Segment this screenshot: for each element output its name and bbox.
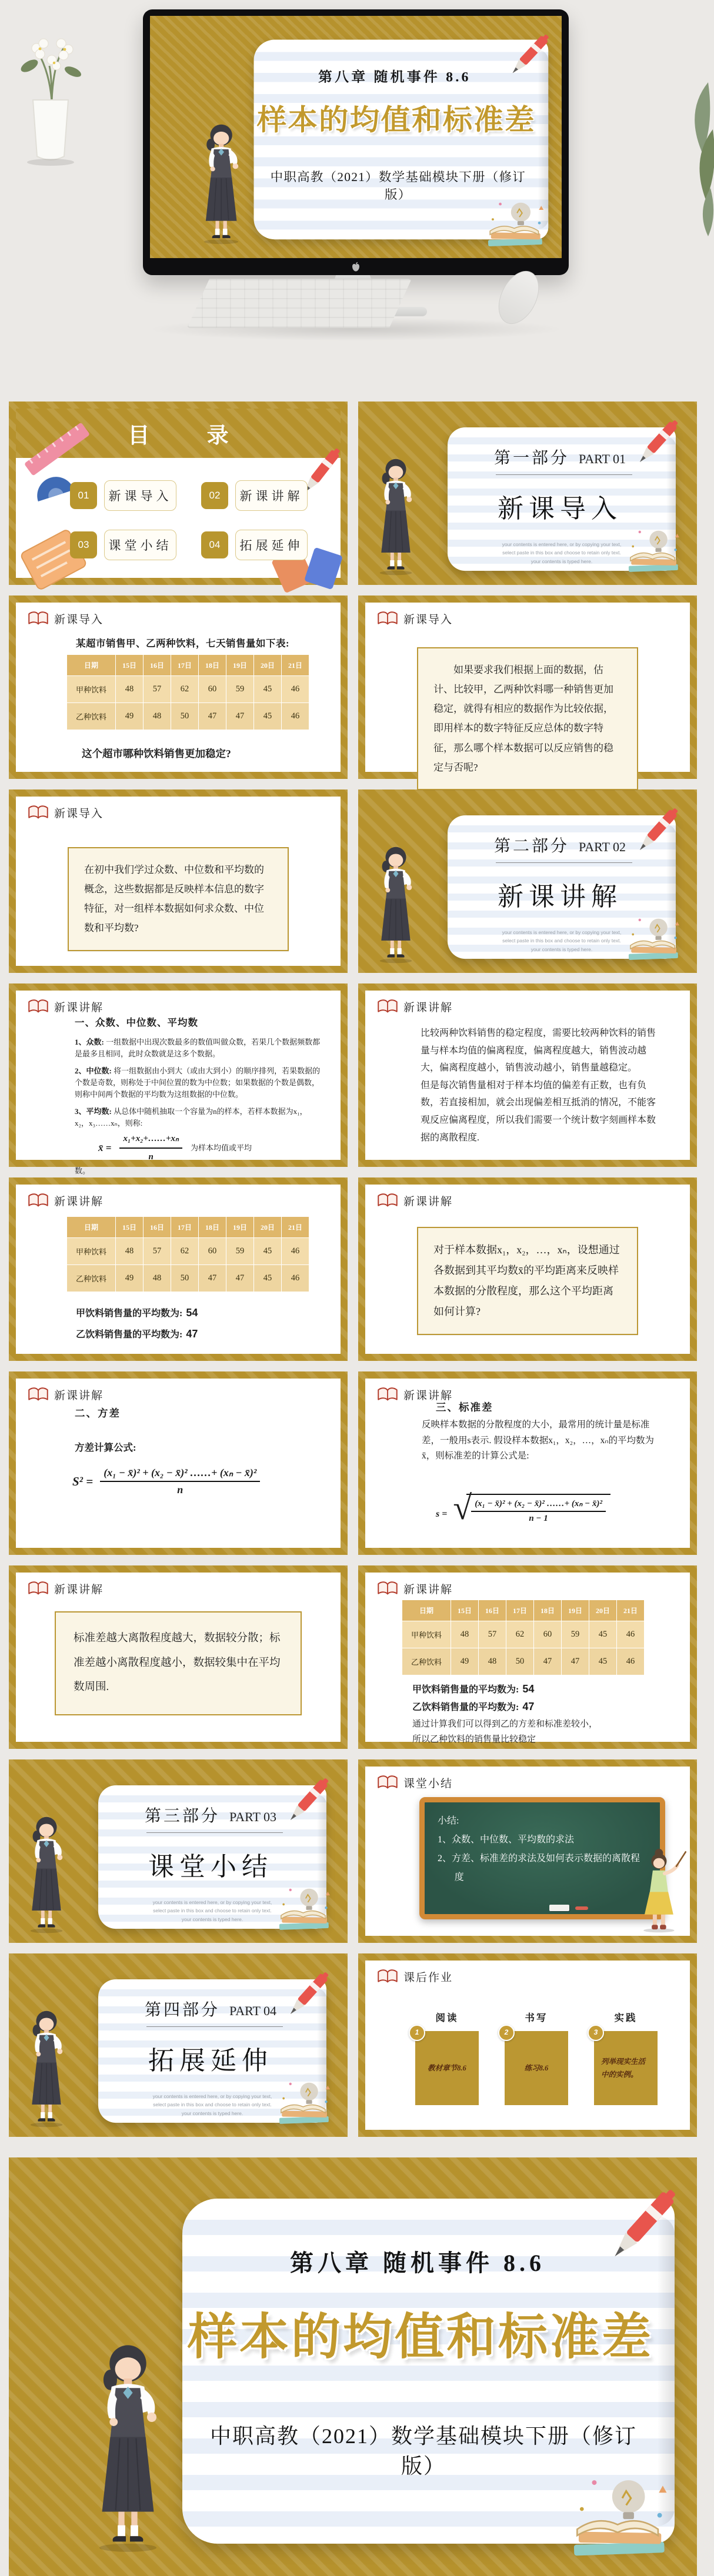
homework-item-3 xyxy=(594,2010,658,2105)
highlight-box: 对于样本数据x₁，x₂，…，xₙ，设想通过各数据到其平均数x̄的平均距离来反映样本数据的分散程度，那么这个平均距离如何计算? xyxy=(417,1227,638,1335)
table-header-cell: 16日 xyxy=(144,655,171,675)
slide-section-title: 课后作业 xyxy=(403,1972,453,1984)
definitions-heading: 一、众数、中位数、平均数 xyxy=(75,1017,198,1028)
slide-section-title: 新课讲解 xyxy=(54,1196,104,1208)
lead-text: 某超市销售甲、乙两种饮料，七天销售量如下表: xyxy=(76,638,289,649)
slide-thumbnail-part-1[interactable] xyxy=(358,402,697,585)
divider-line xyxy=(146,1832,283,1833)
mean-formula: x̄ = $\frac{\text{x₁+x₂+……+xₙ}}{n}$ 为样本均值或平均 xyxy=(98,1132,321,1165)
mean-line-b: 乙饮料销售量的平均数为: 47 xyxy=(76,1328,198,1340)
slide-thumbnail-definitions[interactable] xyxy=(9,983,348,1176)
student-character xyxy=(192,119,251,245)
cover-slide-on-screen xyxy=(150,16,562,258)
toc-item-1[interactable] xyxy=(70,480,176,511)
definition-mean: 3、平均数: 从总体中随机抽取一个容量为n的样本，若样本数据为x₁，x₂，x₃……xₙ，则称: xyxy=(75,1107,308,1128)
part-title: 新课导入 xyxy=(498,494,622,523)
table-row-label: 乙种饮料 xyxy=(67,1265,115,1292)
conclusion-text: 通过计算我们可以得到乙的方差和标准差较小， 所以乙种饮料的销售量比较稳定 xyxy=(412,1719,598,1744)
paragraph-2: 但是每次销售量相对于样本均值的偏差有正数，也有负数，若直接相加，就会出现偏差相互抵消的情况，不能客观反应偏离程度，所以我们需要一个统计数字刻画样本数据的离散程度. xyxy=(421,1080,656,1143)
homework-items xyxy=(401,2010,672,2105)
table-value-cell: 62 xyxy=(171,676,198,702)
table-value-cell: 47 xyxy=(226,703,253,730)
placeholder-text: your contents is entered here, or by copying your text, select paste in this box and choose to retain only text. your contents is typed here. xyxy=(152,1899,272,1922)
mean-line-b: 乙饮料销售量的平均数为: 47 xyxy=(412,1701,535,1712)
homework-item-number: 3 xyxy=(588,2025,604,2041)
table-header-cell: 15日 xyxy=(116,655,143,675)
table-header-cell: 19日 xyxy=(562,1600,589,1621)
table-header-cell: 20日 xyxy=(254,655,281,675)
table-header-cell: 21日 xyxy=(282,1217,309,1237)
toc-items xyxy=(70,480,308,560)
table-header-cell: 17日 xyxy=(506,1600,533,1621)
table-value-cell: 48 xyxy=(116,676,143,702)
table-row-label: 甲种饮料 xyxy=(67,1238,115,1264)
table-row-label: 乙种饮料 xyxy=(67,703,115,730)
open-book-icon xyxy=(377,1775,398,1791)
table-header-cell: 日期 xyxy=(402,1600,451,1621)
divider-line xyxy=(496,474,632,475)
slide-section-title: 新课讲解 xyxy=(54,1002,104,1014)
cover-subtitle: 中职高教（2021）数学基础模块下册（修订版） xyxy=(209,2424,637,2478)
placeholder-text: your contents is entered here, or by copying your text, select paste in this box and choose to retain only text. your contents is typed here. xyxy=(152,2093,272,2116)
toc-item-label: 课堂小结 xyxy=(104,530,176,560)
table-header-cell: 17日 xyxy=(171,655,198,675)
toc-item-label: 拓展延伸 xyxy=(235,530,308,560)
keyboard xyxy=(187,279,412,328)
homework-item-body: 练习8.6 xyxy=(524,2063,549,2072)
table-value-cell: 45 xyxy=(589,1621,616,1648)
variance-formula: S² = $\frac{\text{(x₁ − x̄)² + (x₂ − x̄)² ……+ (xₙ − x̄)²}}{n}$ xyxy=(72,1467,260,1496)
homework-item-title: 实践 xyxy=(614,2012,638,2023)
open-book-icon xyxy=(28,1581,49,1597)
plant-leaves-decoration xyxy=(667,76,714,241)
open-book-icon xyxy=(377,611,398,627)
open-book-icon xyxy=(377,1581,398,1597)
table-value-cell: 50 xyxy=(171,1265,198,1292)
table-header-cell: 17日 xyxy=(171,1217,198,1237)
table-value-cell: 59 xyxy=(562,1621,589,1648)
open-book-icon xyxy=(28,611,49,627)
table-header-cell: 20日 xyxy=(589,1600,616,1621)
open-book-icon xyxy=(377,1193,398,1209)
table-header-cell: 21日 xyxy=(282,655,309,675)
student-character xyxy=(19,2005,74,2127)
toc-item-label: 新课讲解 xyxy=(235,480,308,511)
placeholder-text: your contents is entered here, or by copying your text, select paste in this box and choose to retain only text. your contents is typed here. xyxy=(502,541,622,564)
placeholder-text: your contents is entered here, or by copying your text, select paste in this box and choose to retain only text. your contents is typed here. xyxy=(502,929,622,952)
cover-chapter: 第八章 随机事件 8.6 xyxy=(318,69,471,85)
table-value-cell: 48 xyxy=(116,1238,143,1264)
slide-thumbnail-summary[interactable] xyxy=(358,1759,697,1943)
question-text: 这个超市哪种饮料销售更加稳定? xyxy=(82,748,231,760)
flower-vase-decoration xyxy=(2,31,96,172)
slide-thumbnail-grid xyxy=(0,402,706,2137)
table-header-cell: 18日 xyxy=(534,1600,561,1621)
part-number-en: PART 03 xyxy=(229,1809,276,1824)
drink-sales-table xyxy=(402,1600,645,1675)
table-header-cell: 16日 xyxy=(144,1217,171,1237)
homework-item-box xyxy=(593,2028,658,2105)
table-value-cell: 46 xyxy=(617,1621,644,1648)
slide-thumbnail-means[interactable] xyxy=(9,1177,348,1361)
homework-item-number: 1 xyxy=(409,2025,425,2041)
table-value-cell: 48 xyxy=(144,703,171,730)
table-value-cell: 48 xyxy=(144,1265,171,1292)
cover-chapter: 第八章 随机事件 8.6 xyxy=(290,2250,545,2276)
slide-section-title: 新课讲解 xyxy=(403,1584,453,1596)
table-header-cell: 日期 xyxy=(67,655,115,675)
table-value-cell: 49 xyxy=(116,1265,143,1292)
slide-thumbnail-part-2[interactable] xyxy=(358,789,697,973)
part-number-cn: 第四部分 xyxy=(144,2001,220,2019)
part-number-en: PART 04 xyxy=(229,2003,276,2018)
part-number-cn: 第二部分 xyxy=(493,837,569,855)
table-value-cell: 60 xyxy=(199,1238,226,1264)
table-value-cell: 60 xyxy=(534,1621,561,1648)
slide-thumbnail-conclusion[interactable] xyxy=(358,1565,697,1749)
slide-section-title: 新课讲解 xyxy=(54,1390,104,1402)
table-value-cell: 62 xyxy=(171,1238,198,1264)
table-value-cell: 57 xyxy=(144,1238,171,1264)
slide-section-title: 新课讲解 xyxy=(54,1584,104,1596)
table-value-cell: 46 xyxy=(617,1648,644,1675)
table-value-cell: 47 xyxy=(199,703,226,730)
table-header-cell: 15日 xyxy=(451,1600,478,1621)
open-book-icon xyxy=(28,1387,49,1403)
monitor-screen xyxy=(150,16,562,258)
bulb-books-icon xyxy=(616,523,688,578)
definition-median: 2、中位数: 将一组数据由小到大（或由大到小）的顺序排列，若果数据的个数是奇数，则称处于中间位置的数为中位数；如果数据的个数是偶数，则称中间两个数据的平均数为这组数据的中位数。 xyxy=(75,1066,321,1099)
homework-item-box xyxy=(415,2028,479,2105)
table-value-cell: 49 xyxy=(451,1648,478,1675)
table-header-cell: 15日 xyxy=(116,1217,143,1237)
table-value-cell: 45 xyxy=(254,703,281,730)
table-value-cell: 47 xyxy=(562,1648,589,1675)
chalk xyxy=(575,1906,588,1910)
slide-section-title: 新课导入 xyxy=(54,808,104,820)
open-book-icon xyxy=(377,999,398,1015)
bulb-books-icon xyxy=(475,194,551,253)
slide-thumbnail-variance[interactable] xyxy=(9,1371,348,1555)
monitor-mockup xyxy=(143,9,569,275)
bulb-books-icon xyxy=(266,1881,338,1936)
part-title: 课堂小结 xyxy=(148,1852,273,1881)
part-title: 拓展延伸 xyxy=(148,2046,273,2075)
toc-item-number: 03 xyxy=(70,531,97,558)
student-character xyxy=(369,841,423,964)
mean-line-a: 甲饮料销售量的平均数为: 54 xyxy=(76,1307,198,1319)
toc-item-4[interactable] xyxy=(201,530,308,560)
drink-sales-table xyxy=(66,654,309,730)
homework-item-2 xyxy=(505,2010,568,2105)
body-text xyxy=(421,1025,657,1146)
table-value-cell: 57 xyxy=(479,1621,506,1648)
part-title: 新课讲解 xyxy=(498,882,622,911)
mean-line-a: 甲饮料销售量的平均数为: 54 xyxy=(412,1683,535,1695)
slide-thumbnail-std[interactable] xyxy=(358,1371,697,1555)
homework-item-body: 教材章节8.6 xyxy=(428,2063,466,2072)
highlight-box: 在初中我们学过众数、中位数和平均数的概念，这些数据都是反映样本信息的数字特征，对一组样本数据如何求众数、中位数和平均数? xyxy=(68,847,289,951)
homework-item-1 xyxy=(415,2010,479,2105)
table-value-cell: 59 xyxy=(226,676,253,702)
cover-title: 样本的均值和标准差 xyxy=(256,103,536,136)
part-number-en: PART 02 xyxy=(579,839,626,854)
bulb-books-icon xyxy=(553,2465,679,2567)
slide-thumbnail-intro-box2[interactable] xyxy=(9,789,348,973)
table-row-label: 甲种饮料 xyxy=(67,676,115,702)
open-book-icon xyxy=(377,1969,398,1985)
slide-thumbnail-intro-box[interactable] xyxy=(358,596,697,779)
definitions-block xyxy=(75,1015,321,1177)
slide-thumbnail-part-4[interactable] xyxy=(9,1953,348,2137)
part-number-en: PART 01 xyxy=(579,451,626,466)
drink-sales-table xyxy=(66,1216,309,1292)
student-character xyxy=(369,453,423,576)
toc-item-2[interactable] xyxy=(201,480,308,511)
toc-item-number: 04 xyxy=(201,531,228,558)
bulb-books-icon xyxy=(266,2075,338,2130)
highlight-box: 标准差越大离散程度越大，数据较分散；标准差越小离散程度越小，数据较集中在平均数周围. xyxy=(55,1611,302,1715)
slide-section-title: 新课讲解 xyxy=(403,1390,453,1402)
homework-item-box xyxy=(504,2028,568,2105)
table-value-cell: 47 xyxy=(226,1265,253,1292)
toc-item-3[interactable] xyxy=(70,530,176,560)
slide-thumbnail-homework[interactable] xyxy=(358,1953,697,2137)
table-header-cell: 19日 xyxy=(226,1217,253,1237)
part-number-cn: 第三部分 xyxy=(144,1807,220,1825)
slide-thumbnail-compare[interactable] xyxy=(358,983,697,1167)
protractor-icon xyxy=(30,469,76,504)
divider-line xyxy=(146,2026,283,2027)
table-row-label: 甲种饮料 xyxy=(402,1621,451,1648)
apple-logo-icon xyxy=(352,262,361,272)
slide-section-title: 新课讲解 xyxy=(403,1002,453,1014)
table-value-cell: 45 xyxy=(254,1238,281,1264)
cover-slide xyxy=(9,2157,697,2576)
table-header-cell: 20日 xyxy=(254,1217,281,1237)
table-value-cell: 50 xyxy=(171,703,198,730)
table-value-cell: 47 xyxy=(534,1648,561,1675)
table-value-cell: 59 xyxy=(226,1238,253,1264)
part-number-cn: 第一部分 xyxy=(493,449,569,467)
table-value-cell: 45 xyxy=(254,1265,281,1292)
mean-formula-tail: 数。 xyxy=(75,1166,91,1176)
slide-section-title: 新课导入 xyxy=(54,614,104,626)
std-formula: s = √ $\frac{\text{(x₁ − x̄)² + (x₂ − x̄)² ……+ (xₙ − x̄)²}}{n - 1}$ xyxy=(436,1494,610,1525)
open-book-icon xyxy=(28,1193,49,1209)
toc-item-number: 01 xyxy=(70,482,97,509)
table-value-cell: 49 xyxy=(116,703,143,730)
student-character xyxy=(79,2335,176,2552)
std-body-text: 反映样本数据的分散程度的大小，最常用的统计量是标准差，一般用s表示. 假设样本数据x₁，x₂，…，xₙ的平均数为x̄，则标准差的计算公式是: xyxy=(422,1420,655,1461)
table-header-cell: 16日 xyxy=(479,1600,506,1621)
slide-thumbnail-intro-table[interactable] xyxy=(9,596,348,779)
table-value-cell: 57 xyxy=(144,676,171,702)
table-value-cell: 62 xyxy=(506,1621,533,1648)
table-value-cell: 50 xyxy=(506,1648,533,1675)
highlight-box: 如果要求我们根据上面的数据，估计、比较甲，乙两种饮料哪一种销售更加稳定，就得有相应的数据作为比较依据，即用样本的数字特征反应总体的数字特征，那么哪个样本数据可以反应销售的稳定与否呢? xyxy=(417,647,638,790)
homework-item-title: 书写 xyxy=(525,2012,548,2023)
table-value-cell: 46 xyxy=(282,1265,309,1292)
table-value-cell: 48 xyxy=(479,1648,506,1675)
formula-label: 方差计算公式: xyxy=(75,1442,136,1453)
homework-item-title: 阅读 xyxy=(435,2012,459,2023)
table-value-cell: 60 xyxy=(199,676,226,702)
teacher-character xyxy=(632,1843,689,1936)
table-header-cell: 日期 xyxy=(67,1217,115,1237)
definition-mode: 1、众数: 一组数据中出现次数最多的数值叫做众数，若果几个数据频数都是最多且相同，此时众数就是这多个数据。 xyxy=(75,1037,321,1058)
summary-lines: 小结: 1、众数、中位数、平均数的求法 2、方差、标准差的求法及如何表示数据的离散程度 xyxy=(438,1816,640,1882)
table-value-cell: 45 xyxy=(589,1648,616,1675)
table-value-cell: 46 xyxy=(282,1238,309,1264)
table-row-label: 乙种饮料 xyxy=(402,1648,451,1675)
section-heading: 二、方差 xyxy=(75,1407,121,1419)
table-header-cell: 18日 xyxy=(199,655,226,675)
homework-item-body: 列举现实生活中的实例。 xyxy=(601,2057,646,2079)
section-heading: 三、标准差 xyxy=(436,1401,493,1413)
toc-title: 目 录 xyxy=(128,424,255,448)
table-value-cell: 48 xyxy=(451,1621,478,1648)
slide-thumbnail-part-3[interactable] xyxy=(9,1759,348,1943)
toc-item-number: 02 xyxy=(201,482,228,509)
table-header-cell: 18日 xyxy=(199,1217,226,1237)
table-value-cell: 46 xyxy=(282,676,309,702)
table-header-cell: 21日 xyxy=(617,1600,644,1621)
slide-section-title: 课堂小结 xyxy=(403,1778,453,1790)
slide-thumbnail-std-box[interactable] xyxy=(9,1565,348,1749)
homework-item-number: 2 xyxy=(498,2025,515,2041)
slide-thumbnail-toc[interactable] xyxy=(9,402,348,585)
paragraph-1: 比较两种饮料销售的稳定程度，需要比较两种饮料的销售量与样本均值的偏离程度，偏离程度越大，销售波动越大，偏离程度越小，销售波动越小，销售量越稳定。 xyxy=(421,1028,656,1073)
bulb-books-icon xyxy=(616,911,688,966)
slide-section-title: 新课导入 xyxy=(403,614,453,626)
hero-desk-scene xyxy=(0,0,706,381)
toc-item-label: 新课导入 xyxy=(104,480,176,511)
table-value-cell: 46 xyxy=(282,703,309,730)
table-header-cell: 19日 xyxy=(226,655,253,675)
open-book-icon xyxy=(377,1387,398,1403)
open-book-icon xyxy=(28,805,49,821)
eraser xyxy=(549,1905,569,1911)
slide-section-title: 新课讲解 xyxy=(403,1196,453,1208)
slide-thumbnail-distance-box[interactable] xyxy=(358,1177,697,1361)
cover-title: 样本的均值和标准差 xyxy=(187,2308,653,2366)
blackboard xyxy=(419,1797,665,1919)
student-character xyxy=(19,1811,74,1933)
cover-subtitle: 中职高教（2021）数学基础模块下册（修订版） xyxy=(270,170,526,202)
table-value-cell: 47 xyxy=(199,1265,226,1292)
table-value-cell: 45 xyxy=(254,676,281,702)
open-book-icon xyxy=(28,999,49,1015)
divider-line xyxy=(496,862,632,863)
final-cover-slide[interactable] xyxy=(9,2157,697,2576)
